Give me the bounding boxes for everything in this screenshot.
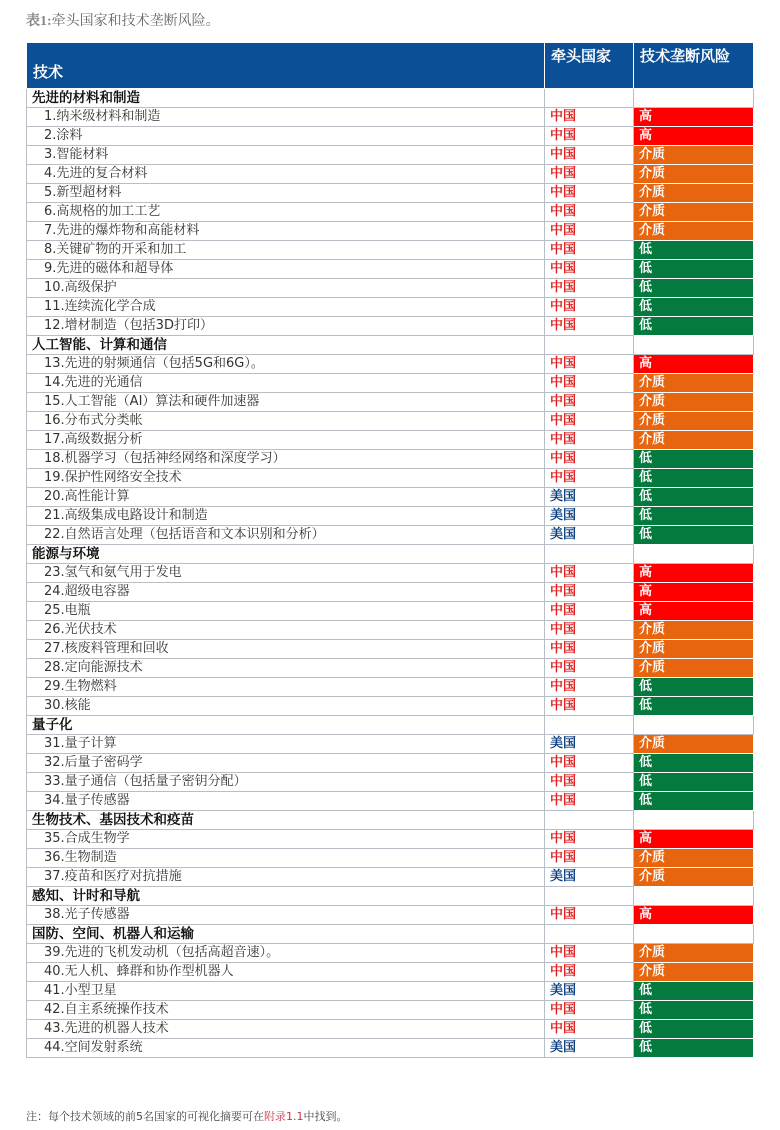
monopoly-risk: 介质 — [634, 431, 754, 450]
category-empty-cell — [545, 887, 634, 906]
monopoly-risk: 高 — [634, 583, 754, 602]
lead-country: 美国 — [545, 507, 634, 526]
monopoly-risk: 低 — [634, 697, 754, 716]
lead-country: 美国 — [545, 868, 634, 887]
table-row — [27, 412, 754, 431]
technology-name: 29.生物燃料 — [27, 678, 545, 697]
technology-name: 20.高性能计算 — [27, 488, 545, 507]
table-row — [27, 678, 754, 697]
monopoly-risk: 低 — [634, 260, 754, 279]
lead-country: 中国 — [545, 165, 634, 184]
monopoly-risk: 介质 — [634, 621, 754, 640]
table-row — [27, 868, 754, 887]
technology-name: 30.核能 — [27, 697, 545, 716]
table-row — [27, 127, 754, 146]
technology-name: 43.先进的机器人技术 — [27, 1020, 545, 1039]
technology-name: 21.高级集成电路设计和制造 — [27, 507, 545, 526]
category-empty-cell — [545, 925, 634, 944]
table-row — [27, 754, 754, 773]
table-row — [27, 393, 754, 412]
technology-name: 18.机器学习（包括神经网络和深度学习） — [27, 450, 545, 469]
monopoly-risk: 低 — [634, 792, 754, 811]
table-row — [27, 659, 754, 678]
category-name: 人工智能、计算和通信 — [27, 336, 545, 355]
lead-country: 中国 — [545, 906, 634, 925]
table-row — [27, 203, 754, 222]
technology-name: 36.生物制造 — [27, 849, 545, 868]
monopoly-risk: 低 — [634, 279, 754, 298]
category-name: 量子化 — [27, 716, 545, 735]
lead-country: 中国 — [545, 108, 634, 127]
lead-country: 中国 — [545, 412, 634, 431]
lead-country: 中国 — [545, 963, 634, 982]
category-empty-cell — [634, 887, 754, 906]
category-empty-cell — [634, 545, 754, 564]
table-row — [27, 355, 754, 374]
lead-country: 中国 — [545, 241, 634, 260]
table-row — [27, 526, 754, 545]
lead-country: 中国 — [545, 773, 634, 792]
technology-name: 24.超级电容器 — [27, 583, 545, 602]
monopoly-risk: 低 — [634, 773, 754, 792]
lead-country: 中国 — [545, 184, 634, 203]
table-row — [27, 507, 754, 526]
table-row — [27, 431, 754, 450]
lead-country: 中国 — [545, 1001, 634, 1020]
table-row — [27, 621, 754, 640]
table-row — [27, 488, 754, 507]
technology-name: 16.分布式分类帐 — [27, 412, 545, 431]
monopoly-risk: 低 — [634, 450, 754, 469]
appendix-link[interactable]: 附录1.1 — [264, 1110, 304, 1123]
technology-name: 22.自然语言处理（包括语音和文本识别和分析） — [27, 526, 545, 545]
monopoly-risk: 介质 — [634, 393, 754, 412]
table-row — [27, 792, 754, 811]
lead-country: 中国 — [545, 203, 634, 222]
monopoly-risk: 介质 — [634, 165, 754, 184]
table-row — [27, 982, 754, 1001]
lead-country: 美国 — [545, 1039, 634, 1058]
category-empty-cell — [545, 716, 634, 735]
technology-name: 4.先进的复合材料 — [27, 165, 545, 184]
monopoly-risk: 低 — [634, 507, 754, 526]
lead-country: 美国 — [545, 982, 634, 1001]
monopoly-risk: 高 — [634, 830, 754, 849]
monopoly-risk: 低 — [634, 678, 754, 697]
monopoly-risk: 低 — [634, 754, 754, 773]
table-row — [27, 184, 754, 203]
category-row — [27, 336, 754, 355]
technology-name: 42.自主系统操作技术 — [27, 1001, 545, 1020]
technology-name: 8.关键矿物的开采和加工 — [27, 241, 545, 260]
technology-name: 1.纳米级材料和制造 — [27, 108, 545, 127]
technology-name: 11.连续流化学合成 — [27, 298, 545, 317]
monopoly-risk: 介质 — [634, 868, 754, 887]
category-empty-cell — [545, 336, 634, 355]
monopoly-risk: 介质 — [634, 374, 754, 393]
table-body — [27, 89, 754, 1058]
technology-name: 9.先进的磁体和超导体 — [27, 260, 545, 279]
header-monopoly-risk: 技术垄断风险 — [634, 43, 754, 89]
lead-country: 中国 — [545, 355, 634, 374]
technology-name: 31.量子计算 — [27, 735, 545, 754]
table-row — [27, 944, 754, 963]
table-row — [27, 450, 754, 469]
monopoly-risk: 低 — [634, 526, 754, 545]
technology-name: 41.小型卫星 — [27, 982, 545, 1001]
table-row — [27, 640, 754, 659]
category-empty-cell — [545, 811, 634, 830]
footnote — [26, 1108, 348, 1124]
table-row — [27, 1020, 754, 1039]
monopoly-risk: 低 — [634, 317, 754, 336]
monopoly-risk: 低 — [634, 241, 754, 260]
monopoly-risk: 介质 — [634, 944, 754, 963]
technology-risk-table — [26, 42, 754, 1058]
lead-country: 中国 — [545, 450, 634, 469]
technology-name: 27.核废料管理和回收 — [27, 640, 545, 659]
lead-country: 中国 — [545, 146, 634, 165]
header-technology: 技术 — [27, 43, 545, 89]
monopoly-risk: 介质 — [634, 849, 754, 868]
lead-country: 中国 — [545, 602, 634, 621]
monopoly-risk: 低 — [634, 298, 754, 317]
lead-country: 中国 — [545, 621, 634, 640]
technology-name: 6.高规格的加工工艺 — [27, 203, 545, 222]
lead-country: 中国 — [545, 298, 634, 317]
monopoly-risk: 介质 — [634, 735, 754, 754]
technology-name: 32.后量子密码学 — [27, 754, 545, 773]
lead-country: 中国 — [545, 374, 634, 393]
table-caption-number: 表1: — [26, 14, 52, 29]
monopoly-risk: 高 — [634, 906, 754, 925]
table-row — [27, 564, 754, 583]
technology-name: 44.空间发射系统 — [27, 1039, 545, 1058]
category-row — [27, 545, 754, 564]
technology-name: 17.高级数据分析 — [27, 431, 545, 450]
technology-name: 26.光伏技术 — [27, 621, 545, 640]
table-row — [27, 963, 754, 982]
table-caption-text: 牵头国家和技术垄断风险。 — [51, 13, 220, 29]
header-lead-country: 牵头国家 — [545, 43, 634, 89]
lead-country: 中国 — [545, 944, 634, 963]
footnote-text: 注：每个技术领域的前5名国家的可视化摘要可在 — [26, 1110, 264, 1123]
monopoly-risk: 高 — [634, 127, 754, 146]
table-row — [27, 906, 754, 925]
lead-country: 中国 — [545, 659, 634, 678]
table-row — [27, 165, 754, 184]
table-row — [27, 1001, 754, 1020]
lead-country: 中国 — [545, 469, 634, 488]
category-name: 国防、空间、机器人和运输 — [27, 925, 545, 944]
category-name: 能源与环境 — [27, 545, 545, 564]
technology-name: 33.量子通信（包括量子密钥分配） — [27, 773, 545, 792]
table-header-row — [27, 43, 754, 89]
lead-country: 中国 — [545, 279, 634, 298]
table-row — [27, 469, 754, 488]
category-name: 感知、计时和导航 — [27, 887, 545, 906]
technology-name: 15.人工智能（AI）算法和硬件加速器 — [27, 393, 545, 412]
table-row — [27, 222, 754, 241]
technology-name: 37.疫苗和医疗对抗措施 — [27, 868, 545, 887]
table-row — [27, 602, 754, 621]
category-empty-cell — [634, 925, 754, 944]
technology-name: 13.先进的射频通信（包括5G和6G）。 — [27, 355, 545, 374]
table-row — [27, 374, 754, 393]
technology-name: 39.先进的飞机发动机（包括高超音速）。 — [27, 944, 545, 963]
table-row — [27, 773, 754, 792]
table-row — [27, 146, 754, 165]
table-row — [27, 849, 754, 868]
lead-country: 中国 — [545, 583, 634, 602]
monopoly-risk: 低 — [634, 982, 754, 1001]
lead-country: 中国 — [545, 222, 634, 241]
category-empty-cell — [634, 811, 754, 830]
lead-country: 中国 — [545, 678, 634, 697]
category-row — [27, 925, 754, 944]
lead-country: 中国 — [545, 830, 634, 849]
table-row — [27, 735, 754, 754]
monopoly-risk: 高 — [634, 602, 754, 621]
monopoly-risk: 介质 — [634, 184, 754, 203]
table-row — [27, 279, 754, 298]
monopoly-risk: 低 — [634, 1039, 754, 1058]
technology-name: 14.先进的光通信 — [27, 374, 545, 393]
technology-name: 7.先进的爆炸物和高能材料 — [27, 222, 545, 241]
footnote-suffix: 中找到。 — [303, 1110, 348, 1123]
category-row — [27, 811, 754, 830]
monopoly-risk: 介质 — [634, 659, 754, 678]
monopoly-risk: 高 — [634, 108, 754, 127]
table-caption — [26, 10, 220, 30]
technology-name: 3.智能材料 — [27, 146, 545, 165]
lead-country: 中国 — [545, 792, 634, 811]
technology-name: 5.新型超材料 — [27, 184, 545, 203]
category-row — [27, 716, 754, 735]
lead-country: 中国 — [545, 1020, 634, 1039]
technology-name: 35.合成生物学 — [27, 830, 545, 849]
monopoly-risk: 介质 — [634, 146, 754, 165]
monopoly-risk: 低 — [634, 488, 754, 507]
category-name: 先进的材料和制造 — [27, 89, 545, 108]
category-empty-cell — [545, 89, 634, 108]
lead-country: 中国 — [545, 849, 634, 868]
category-row — [27, 887, 754, 906]
table-row — [27, 583, 754, 602]
lead-country: 中国 — [545, 640, 634, 659]
technology-name: 38.光子传感器 — [27, 906, 545, 925]
lead-country: 中国 — [545, 260, 634, 279]
table-row — [27, 830, 754, 849]
monopoly-risk: 高 — [634, 564, 754, 583]
table-row — [27, 108, 754, 127]
lead-country: 美国 — [545, 735, 634, 754]
monopoly-risk: 低 — [634, 1020, 754, 1039]
technology-name: 10.高级保护 — [27, 279, 545, 298]
lead-country: 中国 — [545, 431, 634, 450]
category-empty-cell — [634, 89, 754, 108]
technology-name: 25.电瓶 — [27, 602, 545, 621]
table-row — [27, 298, 754, 317]
lead-country: 中国 — [545, 127, 634, 146]
technology-name: 40.无人机、蜂群和协作型机器人 — [27, 963, 545, 982]
monopoly-risk: 高 — [634, 355, 754, 374]
category-empty-cell — [634, 336, 754, 355]
lead-country: 中国 — [545, 697, 634, 716]
monopoly-risk: 介质 — [634, 963, 754, 982]
technology-name: 34.量子传感器 — [27, 792, 545, 811]
table-row — [27, 317, 754, 336]
monopoly-risk: 介质 — [634, 203, 754, 222]
category-empty-cell — [545, 545, 634, 564]
technology-name: 2.涂料 — [27, 127, 545, 146]
category-empty-cell — [634, 716, 754, 735]
lead-country: 美国 — [545, 488, 634, 507]
category-row — [27, 89, 754, 108]
category-name: 生物技术、基因技术和疫苗 — [27, 811, 545, 830]
technology-name: 23.氢气和氨气用于发电 — [27, 564, 545, 583]
table-row — [27, 1039, 754, 1058]
lead-country: 中国 — [545, 393, 634, 412]
monopoly-risk: 介质 — [634, 412, 754, 431]
lead-country: 中国 — [545, 754, 634, 773]
technology-name: 28.定向能源技术 — [27, 659, 545, 678]
table-row — [27, 260, 754, 279]
technology-name: 12.增材制造（包括3D打印） — [27, 317, 545, 336]
table-row — [27, 697, 754, 716]
monopoly-risk: 介质 — [634, 640, 754, 659]
technology-name: 19.保护性网络安全技术 — [27, 469, 545, 488]
monopoly-risk: 低 — [634, 1001, 754, 1020]
table-row — [27, 241, 754, 260]
lead-country: 中国 — [545, 564, 634, 583]
monopoly-risk: 介质 — [634, 222, 754, 241]
monopoly-risk: 低 — [634, 469, 754, 488]
lead-country: 中国 — [545, 317, 634, 336]
lead-country: 美国 — [545, 526, 634, 545]
